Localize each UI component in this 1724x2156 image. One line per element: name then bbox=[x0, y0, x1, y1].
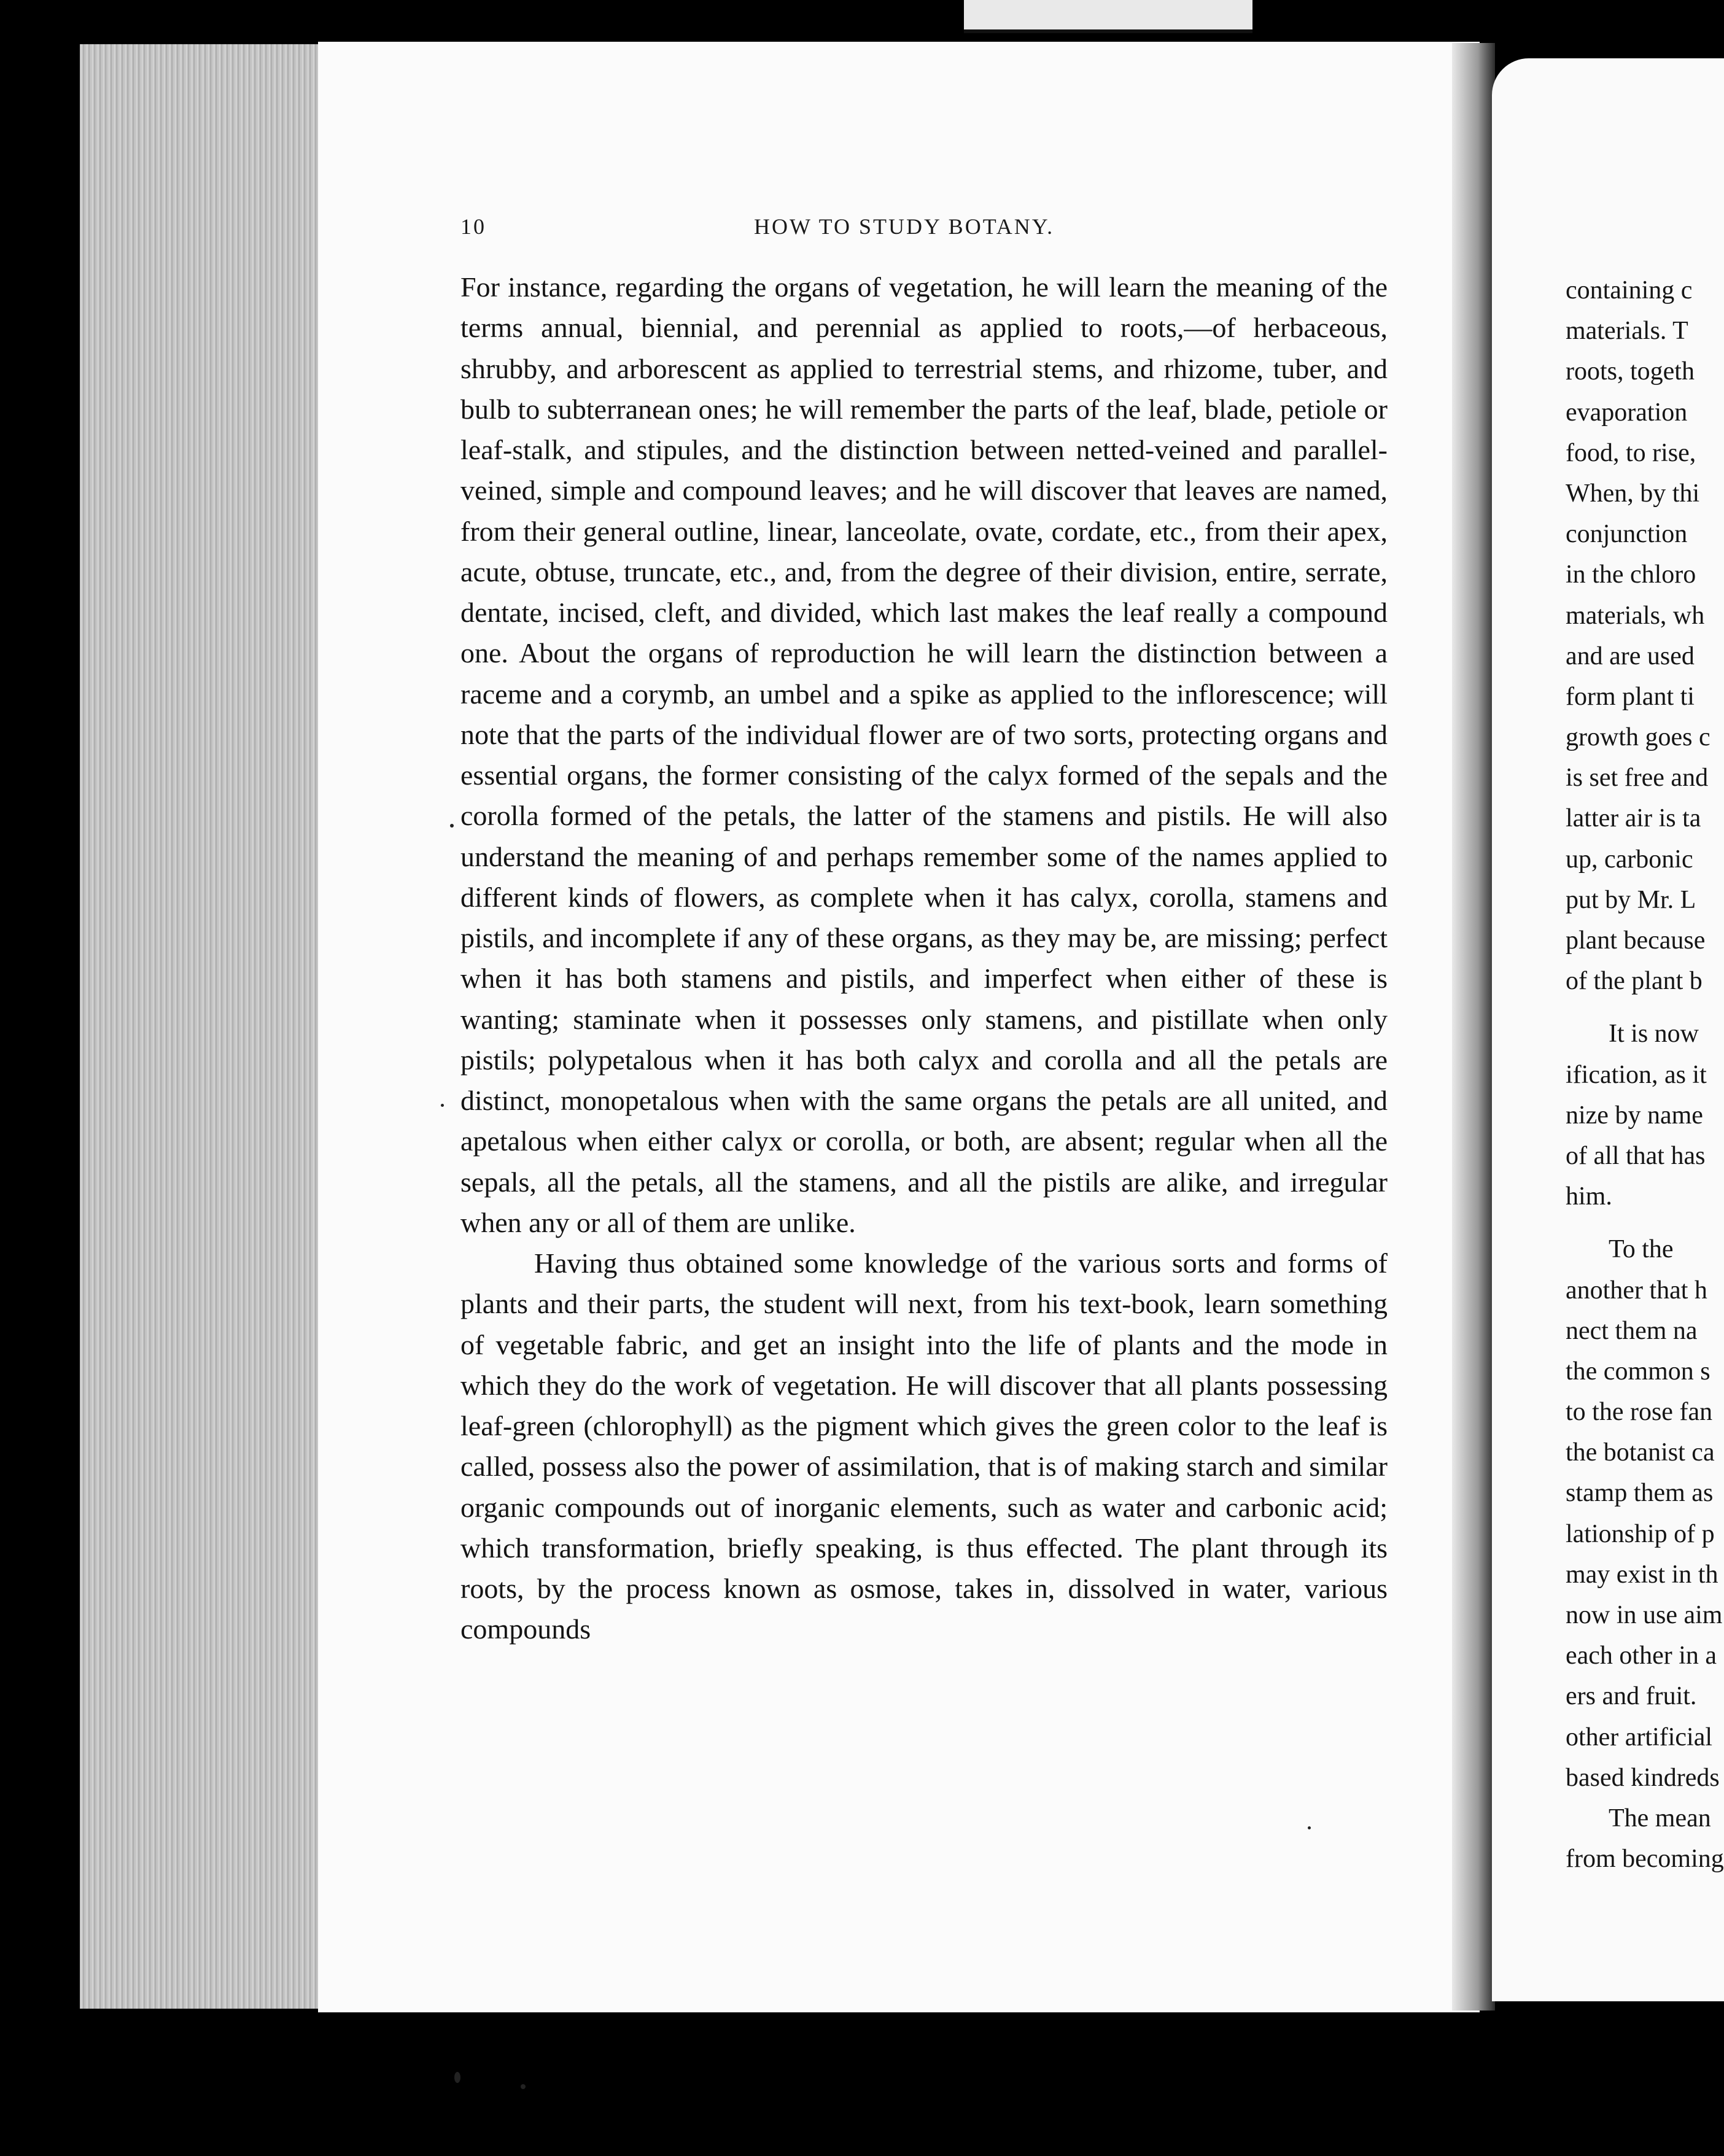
right-line: food, to rise, bbox=[1566, 438, 1696, 467]
right-line: It is now bbox=[1609, 1020, 1699, 1049]
right-line: based kindreds bbox=[1566, 1763, 1720, 1792]
right-line: of all that has bbox=[1566, 1141, 1706, 1170]
paragraph-2: Having thus obtained some knowledge of the various sorts and forms of plants and their parts, the student will next, from his text-book, learn something of vegetable fabric, and get an insight into the life of plants and the mode in which they do the work of vegetation. He will discover that all plants possessing leaf-green (chlorophyll) as the pigment which gives the green color to the leaf is called, possess also the power of assimilation, that is of making starch and similar organic compounds out of inorganic elements, such as water and carbonic acid; which transformation, briefly speaking, is thus effected. The plant through its roots, by the process known as osmose, takes in, dissolved in water, various compounds bbox=[460, 1247, 1388, 1645]
right-line: from becoming bbox=[1566, 1845, 1724, 1874]
right-line: nize by name bbox=[1566, 1101, 1703, 1130]
left-page-text bbox=[460, 267, 1388, 1650]
running-head bbox=[460, 214, 1394, 246]
right-line: up, carbonic bbox=[1566, 845, 1693, 874]
scan-speck bbox=[454, 2072, 460, 2083]
scan-speck bbox=[450, 824, 454, 828]
right-line: him. bbox=[1566, 1182, 1612, 1211]
right-line: roots, togeth bbox=[1566, 357, 1695, 386]
right-page-text bbox=[1566, 270, 1724, 1879]
right-line: may exist in th bbox=[1566, 1560, 1718, 1589]
right-line: lationship of p bbox=[1566, 1519, 1715, 1548]
scan-speck bbox=[521, 2084, 526, 2089]
right-line: another that h bbox=[1566, 1276, 1707, 1305]
right-line: now in use aim bbox=[1566, 1601, 1723, 1629]
scan-speck bbox=[441, 1104, 444, 1107]
right-line: To the bbox=[1609, 1235, 1674, 1264]
right-line: growth goes c bbox=[1566, 723, 1710, 752]
right-line: evaporation bbox=[1566, 398, 1688, 427]
scan-speck bbox=[1308, 1826, 1311, 1829]
running-title: HOW TO STUDY BOTANY. bbox=[754, 214, 1055, 239]
right-line: materials. T bbox=[1566, 317, 1688, 346]
right-line: in the chloro bbox=[1566, 560, 1696, 589]
right-line: other artificial bbox=[1566, 1723, 1713, 1751]
right-line: When, by thi bbox=[1566, 479, 1700, 508]
right-line: the botanist ca bbox=[1566, 1438, 1715, 1467]
right-line: put by Mr. L bbox=[1566, 885, 1696, 914]
right-line: plant because bbox=[1566, 926, 1706, 955]
right-line: form plant ti bbox=[1566, 682, 1695, 711]
right-line: and are used bbox=[1566, 642, 1695, 670]
scan-clamp-artifact bbox=[964, 0, 1252, 33]
right-line: materials, wh bbox=[1566, 601, 1705, 630]
paragraph-1: For instance, regarding the organs of vegetation, he will learn the meaning of the terms annual, biennial, and perennial as applied to roots,—of herbaceous, shrubby, and arborescent as applied to terrestrial stems, and rhizome, tuber, and bulb to subterranean ones; he will remember the parts of the leaf, blade, petiole or leaf-stalk, and stipules, and the distinction between netted-veined and parallel-veined, simple and compound leaves; and he will discover that leaves are named, from their general outline, linear, lanceolate, ovate, cordate, etc., from their apex, acute, obtuse, truncate, etc., and, from the degree of their division, entire, serrate, dentate, incised, cleft, and divided, which last makes the leaf really a compound one. About the organs of reproduction he will learn the distinction between a raceme and a corymb, an umbel and a spike as applied to the inflorescence; will note that the parts of the individual flower are of two sorts, protecting organs and essential organs, the former consisting of the calyx formed of the sepals and the corolla formed of the petals, the latter of the stamens and pistils. He will also understand the meaning of and perhaps remember some of the names applied to different kinds of flowers, as complete when it has calyx, corolla, stamens and pistils, and incomplete if any of these organs, as they may be, are missing; perfect when it has both stamens and pistils, and imperfect when either of these is wanting; staminate when it possesses only stamens, and pistillate when only pistils; polypetalous when it has both calyx and corolla and all the petals are distinct, monopetalous when with the same organs the petals are all united, and apetalous when either calyx or corolla, or both, are absent; regular when all the sepals, all the petals, all the stamens, and all the pistils are alike, and irregular when any or all of them are unlike. bbox=[460, 271, 1388, 1238]
book-gutter bbox=[1452, 43, 1495, 2011]
right-line: ification, as it bbox=[1566, 1060, 1707, 1089]
right-line: to the rose fan bbox=[1566, 1398, 1713, 1427]
right-line: The mean bbox=[1609, 1804, 1711, 1832]
right-line: conjunction bbox=[1566, 520, 1688, 549]
right-line: is set free and bbox=[1566, 764, 1709, 793]
right-line: stamp them as bbox=[1566, 1479, 1714, 1508]
right-line: each other in a bbox=[1566, 1642, 1717, 1670]
right-line: the common s bbox=[1566, 1357, 1710, 1386]
page-number: 10 bbox=[460, 214, 486, 239]
right-line: ers and fruit. bbox=[1566, 1682, 1697, 1711]
right-line: containing c bbox=[1566, 276, 1693, 304]
right-line: of the plant b bbox=[1566, 967, 1703, 996]
right-line: nect them na bbox=[1566, 1316, 1698, 1345]
right-line: latter air is ta bbox=[1566, 804, 1701, 833]
page-edges bbox=[80, 44, 322, 2009]
